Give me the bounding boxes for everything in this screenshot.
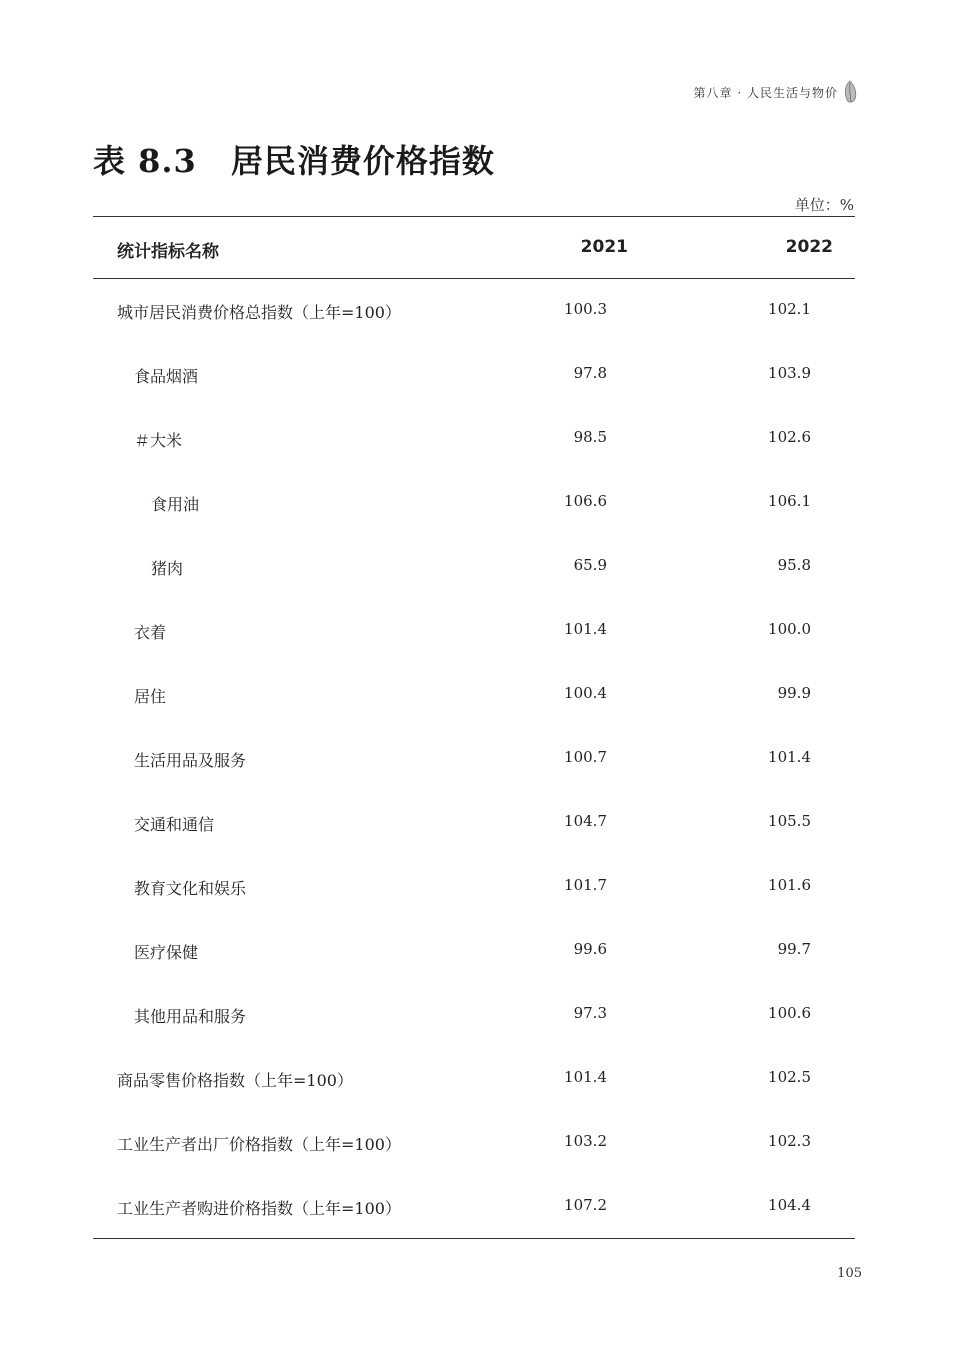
column-header-indicator: 统计指标名称 — [117, 242, 219, 262]
value-2022: 103.9 — [768, 364, 811, 382]
table-row — [93, 662, 855, 726]
value-2022: 102.6 — [768, 428, 811, 446]
row-label: 商品零售价格指数（上年=100） — [117, 1071, 353, 1090]
value-2022: 95.8 — [777, 556, 811, 574]
value-2021: 98.5 — [573, 428, 607, 446]
row-label: 食品烟酒 — [134, 367, 199, 386]
table-row — [93, 406, 855, 470]
value-2022: 106.1 — [768, 492, 811, 510]
row-label: 交通和通信 — [134, 815, 215, 834]
table-row — [93, 342, 855, 406]
table-row — [93, 982, 855, 1046]
table-row — [93, 854, 855, 918]
value-2022: 101.4 — [768, 748, 811, 766]
value-2021: 97.8 — [573, 364, 607, 382]
row-label: 食用油 — [151, 495, 200, 514]
row-label: 工业生产者购进价格指数（上年=100） — [117, 1199, 401, 1218]
row-label: 城市居民消费价格总指数（上年=100） — [117, 303, 401, 322]
value-2022: 104.4 — [768, 1196, 811, 1214]
value-2022: 100.6 — [768, 1004, 811, 1022]
table-row — [93, 598, 855, 662]
table-row — [93, 1046, 855, 1110]
row-label: 衣着 — [134, 623, 167, 642]
value-2022: 99.7 — [777, 940, 811, 958]
table-row — [93, 278, 855, 342]
value-2021: 100.7 — [564, 748, 607, 766]
table-title-text: 居民消费价格指数 — [230, 142, 495, 180]
value-2021: 104.7 — [564, 812, 607, 830]
value-2021: 100.3 — [564, 300, 607, 318]
table-row — [93, 726, 855, 790]
value-2021: 65.9 — [573, 556, 607, 574]
row-label: 居住 — [134, 687, 167, 706]
row-label: 教育文化和娱乐 — [134, 879, 247, 898]
table-row — [93, 918, 855, 982]
value-2021: 101.7 — [564, 876, 607, 894]
table-body — [93, 278, 855, 1238]
row-label: 医疗保健 — [134, 943, 199, 962]
row-label: 生活用品及服务 — [134, 751, 247, 770]
page-number: 105 — [837, 1266, 862, 1281]
table-row — [93, 790, 855, 854]
table-row — [93, 534, 855, 598]
value-2022: 102.1 — [768, 300, 811, 318]
value-2022: 101.6 — [768, 876, 811, 894]
table-title — [93, 136, 495, 182]
row-label: ＃大米 — [134, 431, 183, 450]
row-label: 工业生产者出厂价格指数（上年=100） — [117, 1135, 401, 1154]
value-2021: 107.2 — [564, 1196, 607, 1214]
column-header-2022: 2022 — [785, 237, 833, 257]
value-2021: 99.6 — [573, 940, 607, 958]
bottom-rule — [93, 1238, 855, 1239]
value-2021: 101.4 — [564, 620, 607, 638]
value-2022: 102.5 — [768, 1068, 811, 1086]
value-2021: 100.4 — [564, 684, 607, 702]
row-label: 其他用品和服务 — [134, 1007, 247, 1026]
table-header — [93, 216, 855, 278]
value-2021: 103.2 — [564, 1132, 607, 1150]
unit-label: 单位：% — [794, 196, 854, 214]
column-header-2021: 2021 — [580, 237, 628, 257]
table-row — [93, 1174, 855, 1238]
value-2021: 97.3 — [573, 1004, 607, 1022]
table-row — [93, 1110, 855, 1174]
value-2022: 105.5 — [768, 812, 811, 830]
value-2022: 99.9 — [777, 684, 811, 702]
table-number: 表 8.3 — [93, 142, 197, 180]
running-header — [694, 80, 858, 104]
leaf-ornament-icon — [842, 80, 858, 104]
row-label: 猪肉 — [151, 559, 184, 578]
value-2021: 106.6 — [564, 492, 607, 510]
value-2022: 102.3 — [768, 1132, 811, 1150]
table-row — [93, 470, 855, 534]
chapter-title: 第八章 · 人民生活与物价 — [693, 85, 838, 100]
value-2022: 100.0 — [768, 620, 811, 638]
value-2021: 101.4 — [564, 1068, 607, 1086]
